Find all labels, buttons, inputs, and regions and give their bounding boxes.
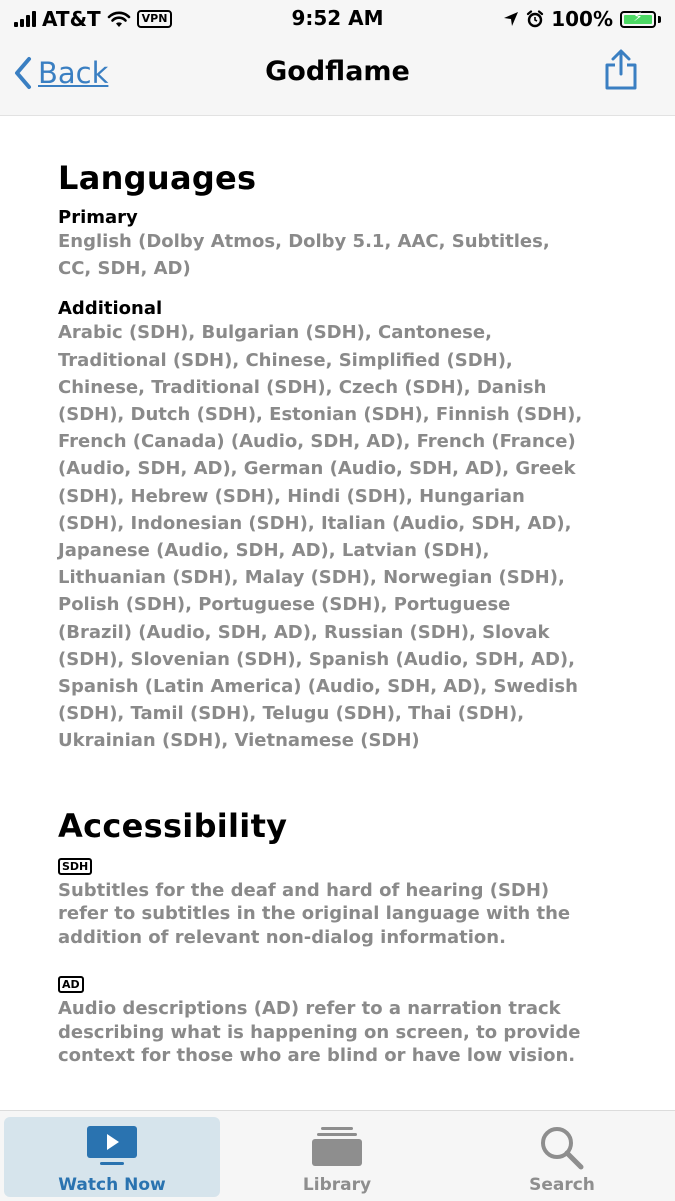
navigation-bar <box>0 38 675 116</box>
ad-description <box>58 997 638 1068</box>
additional-line: (SDH), Hebrew (SDH), Hindi (SDH), Hungarian <box>58 485 525 507</box>
additional-line: (SDH), Tamil (SDH), Telugu (SDH), Thai (SDH), <box>58 703 525 725</box>
additional-line: Traditional (SDH), Chinese, Simplified (SDH), <box>58 349 513 371</box>
additional-line: Arabic (SDH), Bulgarian (SDH), Cantonese, <box>58 322 492 344</box>
primary-label: Primary <box>58 207 138 228</box>
primary-line: CC, SDH, AD) <box>58 258 191 280</box>
additional-languages <box>58 319 638 754</box>
content <box>58 115 638 1068</box>
ad-line: Audio descriptions (AD) refer to a narration track <box>58 998 561 1020</box>
accessibility-heading: Accessibility <box>58 806 288 845</box>
vpn-badge: VPN <box>137 10 173 28</box>
back-label: Back <box>38 56 109 90</box>
tv-play-icon <box>86 1125 138 1167</box>
additional-line: Polish (SDH), Portuguese (SDH), Portuguese <box>58 594 511 616</box>
additional-line: (Audio, SDH, AD), German (Audio, SDH, AD), Greek <box>58 458 576 480</box>
additional-line: Japanese (Audio, SDH, AD), Latvian (SDH), <box>58 540 490 562</box>
tab-label: Library <box>302 1175 372 1195</box>
additional-line: Chinese, Traditional (SDH), Czech (SDH), Danish <box>58 376 547 398</box>
additional-line: Lithuanian (SDH), Malay (SDH), Norwegian (SDH), <box>58 567 565 589</box>
additional-line: (SDH), Dutch (SDH), Estonian (SDH), Finnish (SDH), <box>58 404 583 426</box>
ad-badge-row <box>58 973 638 993</box>
sdh-line: refer to subtitles in the original language with the <box>58 903 571 925</box>
sdh-badge: SDH <box>58 858 92 875</box>
location-arrow-icon <box>503 11 519 27</box>
additional-line: Ukrainian (SDH), Vietnamese (SDH) <box>58 730 420 752</box>
library-stack-icon <box>311 1125 363 1167</box>
ad-line: context for those who are blind or have low vision. <box>58 1045 576 1067</box>
tab-library[interactable] <box>229 1117 445 1197</box>
battery-icon: ⚡ <box>620 11 656 28</box>
clock: 9:52 AM <box>291 6 384 30</box>
page-title: Godflame <box>265 56 410 87</box>
primary-line: English (Dolby Atmos, Dolby 5.1, AAC, Subtitles, <box>58 231 550 252</box>
sdh-badge-row <box>58 855 638 875</box>
search-icon <box>539 1125 585 1171</box>
battery-percent: 100% <box>551 7 613 31</box>
carrier-name: AT&T <box>42 7 101 31</box>
additional-line: (SDH), Slovenian (SDH), Spanish (Audio, SDH, AD), <box>58 648 575 670</box>
additional-label: Additional <box>58 298 163 320</box>
battery-cap <box>658 16 661 23</box>
tab-label: Search <box>529 1175 595 1195</box>
languages-heading: Languages <box>58 159 257 197</box>
tab-watch-now[interactable] <box>4 1117 220 1197</box>
tab-label: Watch Now <box>58 1175 166 1195</box>
share-icon[interactable] <box>603 48 639 92</box>
ad-line: describing what is happening on screen, to provide <box>58 1021 581 1043</box>
sdh-line: Subtitles for the deaf and hard of hearing (SDH) <box>58 879 550 901</box>
tab-search[interactable] <box>454 1117 670 1197</box>
status-right <box>503 7 661 31</box>
status-bar <box>0 0 675 38</box>
additional-line: (SDH), Indonesian (SDH), Italian (Audio, SDH, AD), <box>58 512 572 534</box>
sdh-description <box>58 879 638 950</box>
additional-line: French (Canada) (Audio, SDH, AD), French (France) <box>58 431 576 453</box>
alarm-clock-icon <box>526 10 544 28</box>
additional-line: Spanish (Latin America) (Audio, SDH, AD), Swedish <box>58 676 578 698</box>
primary-languages <box>58 228 638 282</box>
tab-bar <box>0 1110 675 1201</box>
sdh-line: addition of relevant non-dialog information. <box>58 926 506 948</box>
additional-line: (Brazil) (Audio, SDH, AD), Russian (SDH), Slovak <box>58 621 550 643</box>
ad-badge: AD <box>58 976 84 993</box>
